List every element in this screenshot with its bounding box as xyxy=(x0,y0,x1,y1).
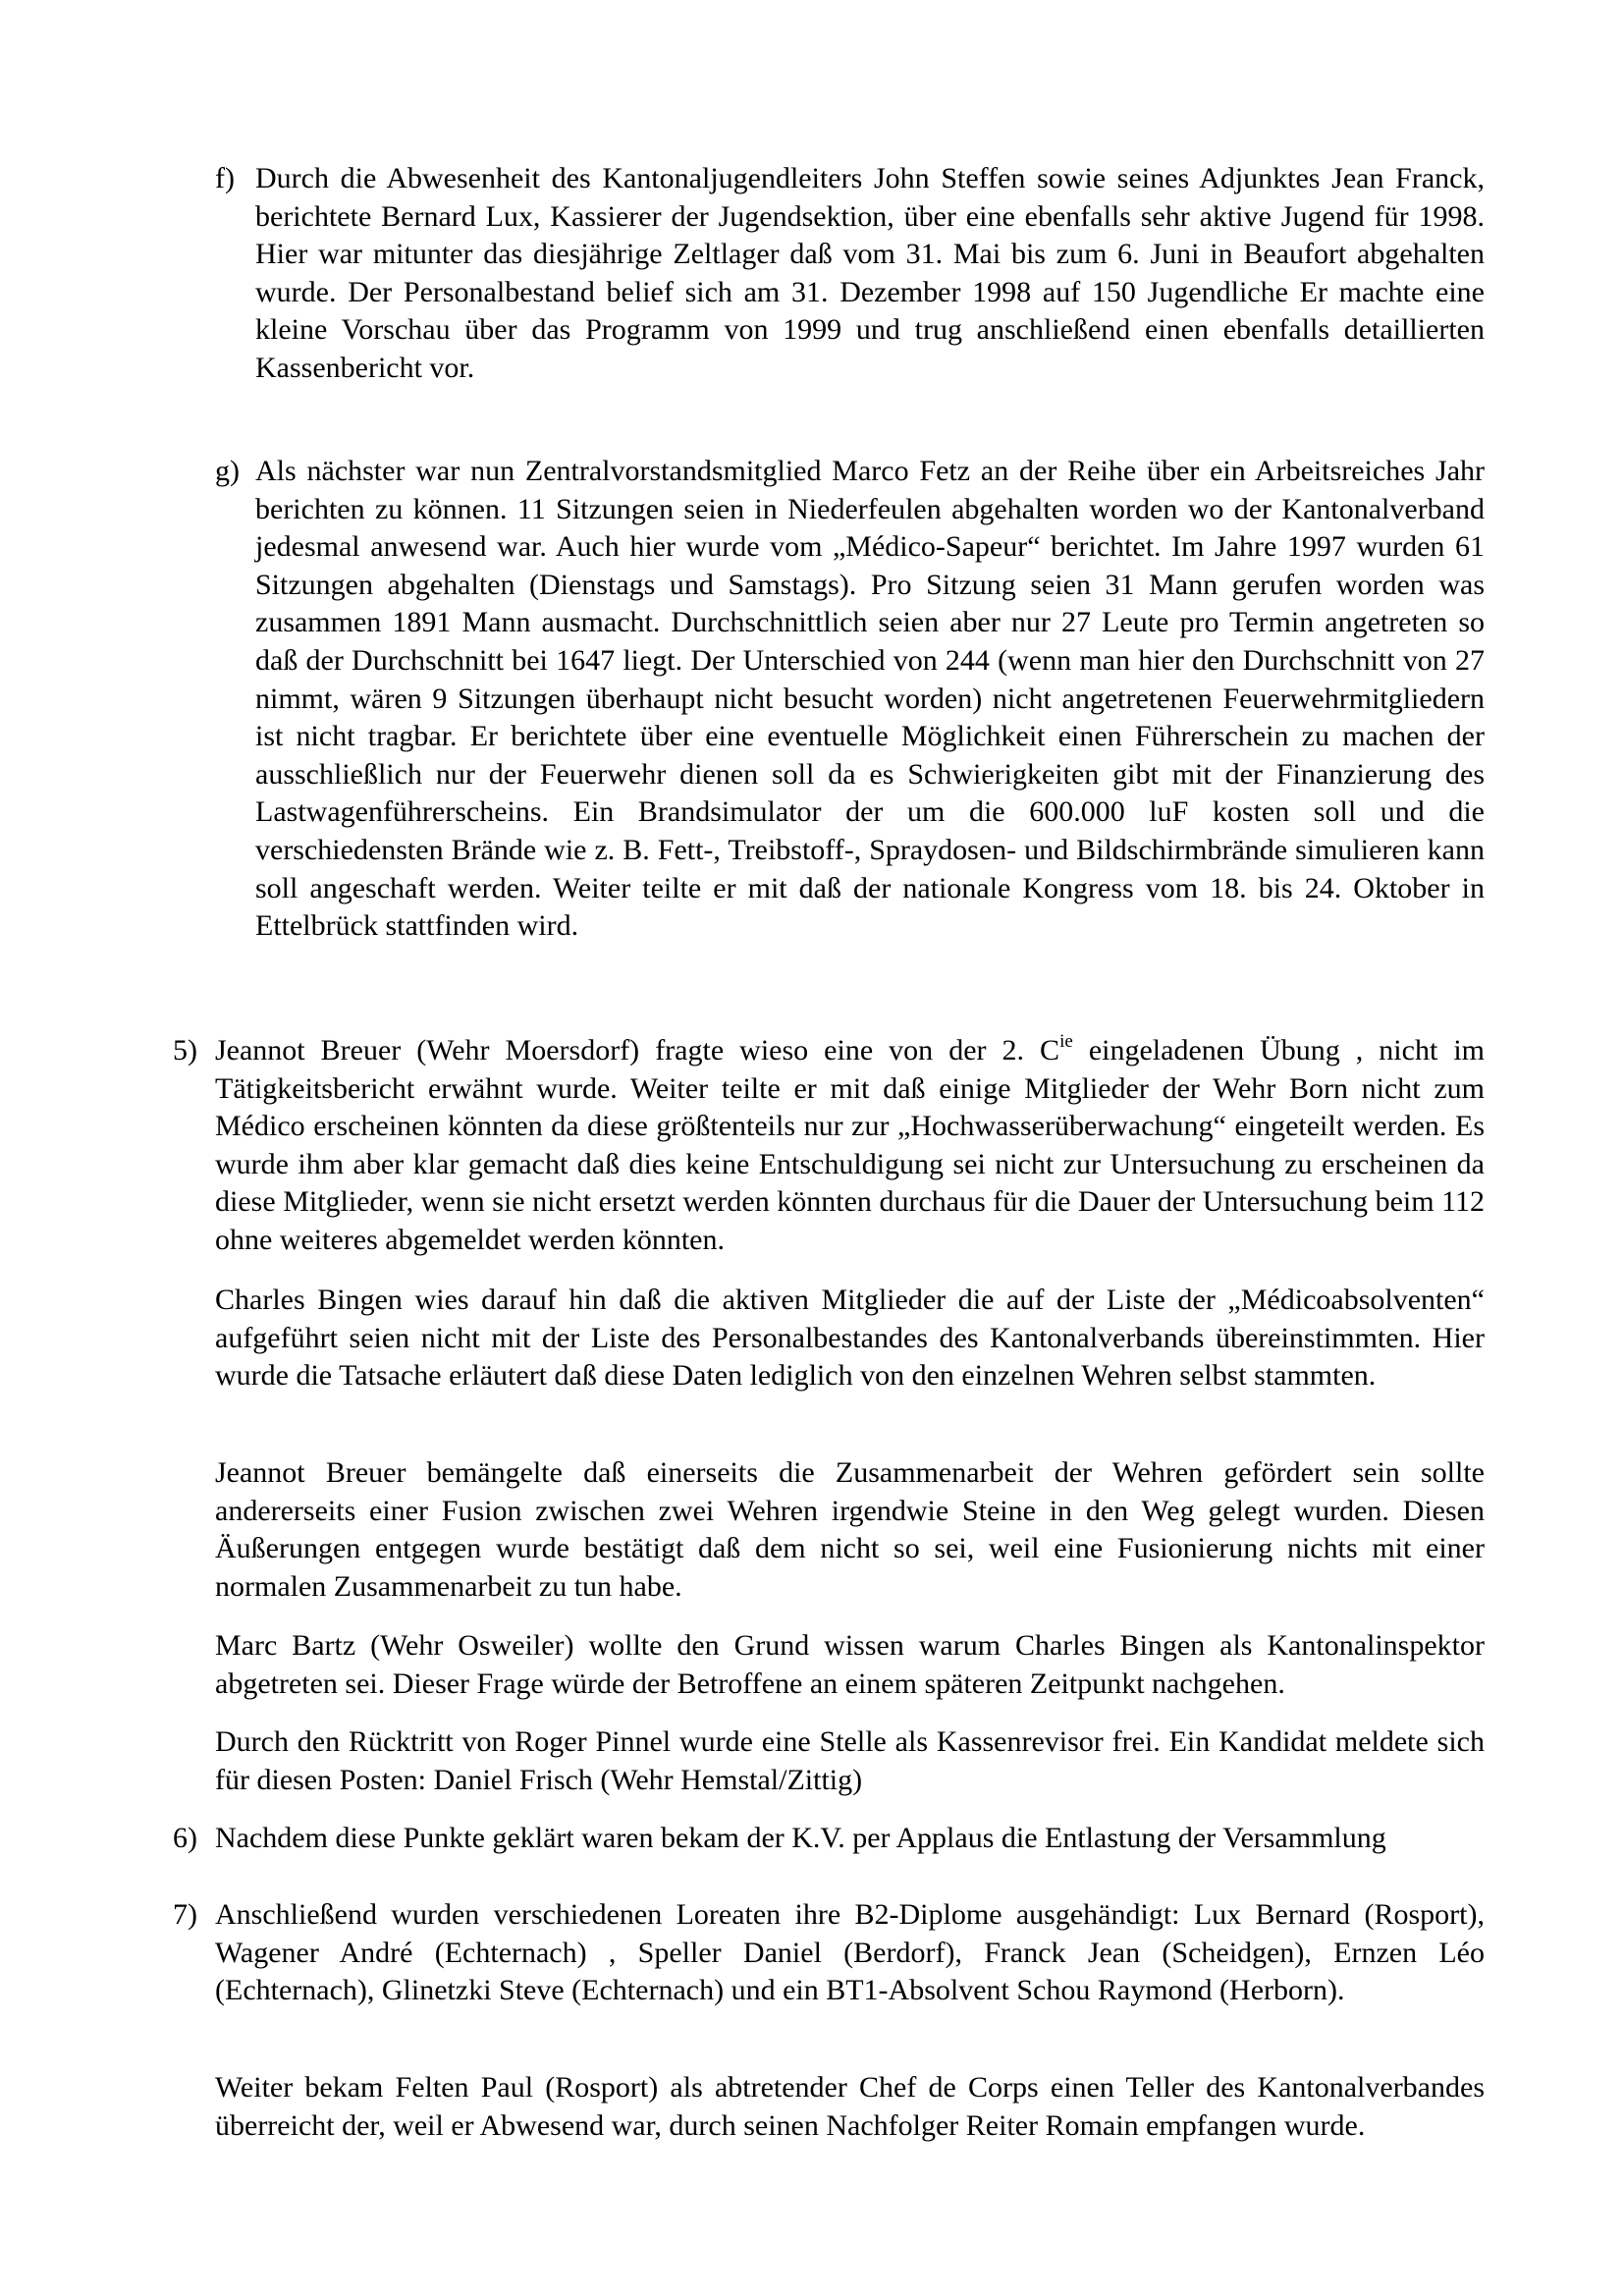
paragraph-item5-breuer: Jeannot Breuer bemängelte daß einerseits die Zusammenarbeit der Wehren gefördert sein sollte andererseits einer Fusion zwischen zwei Wehren irgendwie Steine in den Weg gelegt wurden. Diesen Äußerungen entgegen wurde bestätigt daß dem nicht so sei, weil eine Fusionierung nichts mit einer normalen Zusammenarbeit zu tun habe. xyxy=(215,1456,1485,1603)
list-marker-g: g) xyxy=(215,455,240,487)
list-item-7 xyxy=(173,1896,1485,2010)
list-marker-7: 7) xyxy=(173,1898,197,1931)
superscript-ie: ie xyxy=(1059,1031,1073,1052)
list-item-g-text: Als nächster war nun Zentralvorstandsmitglied Marco Fetz an der Reihe über ein Arbeitsreiches Jahr berichten zu können. 11 Sitzungen seien in Niederfeulen abgehalten worden wo der Kantonalverband jedesmal anwesend war. Auch hier wurde vom „Médico-Sapeur“ berichtet. Im Jahre 1997 wurden 61 Sitzungen abgehalten (Dienstags und Samstags). Pro Sitzung seien 31 Mann gerufen worden was zusammen 1891 Mann ausmacht. Durchschnittlich seien aber nur 27 Leute pro Termin angetreten so daß der Durchschnitt bei 1647 liegt. Der Unterschied von 244 (wenn man hier den Durchschnitt von 27 nimmt, wären 9 Sitzungen überhaupt nicht besucht worden) nicht angetretenen Feuerwehrmitgliedern ist nicht tragbar. Er berichtete über eine eventuelle Möglichkeit einen Führerschein zu machen der ausschließlich nur der Feuerwehr dienen soll da es Schwierigkeiten gibt mit der Finanzierung des Lastwagenführerscheins. Ein Brandsimulator der um die 600.000 luF kosten soll und die verschiedensten Brände wie z. B. Fett-, Treibstoff-, Spraydosen- und Bildschirmbrände simulieren kann soll angeschaft werden. Weiter teilte er mit daß der nationale Kongress vom 18. bis 24. Oktober in Ettelbrück stattfinden wird. xyxy=(255,455,1485,943)
list-marker-f: f) xyxy=(215,162,235,194)
list-item-g xyxy=(215,453,1485,946)
list-marker-6: 6) xyxy=(173,1822,197,1854)
list-item-f xyxy=(215,160,1485,388)
paragraph-item5-pinnel: Durch den Rücktritt von Roger Pinnel wurde eine Stelle als Kassenrevisor frei. Ein Kandidat meldete sich für diesen Posten: Daniel Frisch (Wehr Hemstal/Zittig) xyxy=(215,1725,1485,1796)
paragraph-item5-bingen: Charles Bingen wies darauf hin daß die aktiven Mitglieder die auf der Liste der „Médicoabsolventen“ aufgeführt seien nicht mit der Liste des Personalbestandes des Kantonalverbands übereinstimmten. Hier wurde die Tatsache erläutert daß diese Daten lediglich von den einzelnen Wehren selbst stammten. xyxy=(215,1284,1485,1393)
list-item-5-text-end: eingeladenen Übung , nicht im Tätigkeitsbericht erwähnt wurde. Weiter teilte er mit daß einige Mitglieder der Wehr Born nicht zum Médico erscheinen könnten da diese größtenteils nur zur „Hochwasserüberwachung“ eingeteilt werden. Es wurde ihm aber klar gemacht daß dies keine Entschuldigung sei nicht zur Untersuchung zu erscheinen da diese Mitglieder, wenn sie nicht ersetzt werden könnten durchaus für die Dauer der Untersuchung beim 112 ohne weiteres abgemeldet werden könnten. xyxy=(215,1034,1485,1256)
list-marker-5: 5) xyxy=(173,1034,197,1066)
list-item-5 xyxy=(173,1032,1485,1260)
list-item-7-text: Anschließend wurden verschiedenen Loreaten ihre B2-Diplome ausgehändigt: Lux Bernard (Rosport), Wagener André (Echternach) , Speller Daniel (Berdorf), Franck Jean (Scheidgen), Ernzen Léo (Echternach), Glinetzki Steve (Echternach) und ein BT1-Absolvent Schou Raymond (Herborn). xyxy=(215,1898,1485,2007)
list-item-f-text: Durch die Abwesenheit des Kantonaljugendleiters John Steffen sowie seines Adjunktes Jean Franck, berichtete Bernard Lux, Kassierer der Jugendsektion, über eine ebenfalls sehr aktive Jugend für 1998. Hier war mitunter das diesjährige Zeltlager daß vom 31. Mai bis zum 6. Juni in Beaufort abgehalten wurde. Der Personalbestand belief sich am 31. Dezember 1998 auf 150 Jugendliche Er machte eine kleine Vorschau über das Programm von 1999 und trug anschließend einen ebenfalls detaillierten Kassenbericht vor. xyxy=(255,162,1485,384)
list-item-6 xyxy=(173,1820,1485,1858)
list-item-6-text: Nachdem diese Punkte geklärt waren bekam der K.V. per Applaus die Entlastung der Versammlung xyxy=(215,1822,1386,1854)
paragraph-item5-bartz: Marc Bartz (Wehr Osweiler) wollte den Grund wissen warum Charles Bingen als Kantonalinspektor abgetreten sei. Dieser Frage würde der Betroffene an einem späteren Zeitpunkt nachgehen. xyxy=(215,1629,1485,1700)
list-item-5-text-start: Jeannot Breuer (Wehr Moersdorf) fragte wieso eine von der 2. C xyxy=(215,1034,1060,1066)
paragraph-item7-felten: Weiter bekam Felten Paul (Rosport) als abtretender Chef de Corps einen Teller des Kantonalverbandes überreicht der, weil er Abwesend war, durch seinen Nachfolger Reiter Romain empfangen wurde. xyxy=(215,2071,1485,2142)
list-item-5-text xyxy=(215,1032,1485,1260)
